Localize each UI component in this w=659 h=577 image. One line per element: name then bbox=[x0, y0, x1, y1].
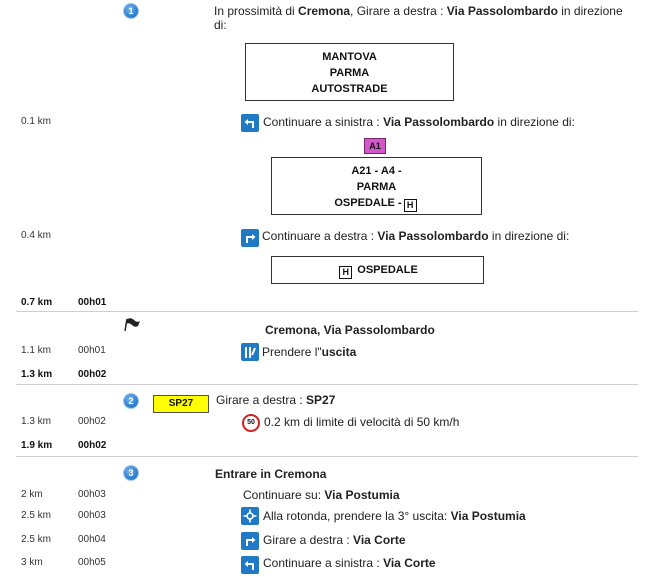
step-number-2: 2 bbox=[124, 394, 138, 408]
subtotal-time: 00h01 bbox=[78, 297, 107, 308]
direction-sign-box bbox=[271, 256, 484, 284]
subtotal-time: 00h02 bbox=[78, 440, 107, 451]
sign-line: MANTOVA bbox=[322, 51, 377, 63]
city-name: Cremona bbox=[298, 4, 351, 18]
instruction-text: Continuare su: bbox=[243, 488, 325, 502]
subtotal-distance: 1.3 km bbox=[21, 369, 53, 380]
row-distance: 0.1 km bbox=[21, 116, 52, 127]
turn-right-icon bbox=[241, 532, 259, 550]
step-3-title: Entrare in Cremona bbox=[215, 467, 327, 481]
sign-line: PARMA bbox=[356, 181, 397, 193]
road-name: Via Corte bbox=[383, 556, 436, 570]
row-time: 00h03 bbox=[78, 510, 106, 521]
instruction-text: in direzione bbox=[557, 4, 623, 18]
road-name: Via Passolombardo bbox=[383, 115, 495, 129]
row-distance: 1.3 km bbox=[21, 416, 52, 427]
sign-text: OSPEDALE bbox=[357, 264, 418, 276]
instruction-text: Continuare a destra : bbox=[262, 229, 378, 243]
row-instruction bbox=[262, 345, 356, 359]
row-instruction bbox=[263, 115, 575, 129]
sign-line: A21 - A4 - bbox=[351, 165, 402, 177]
row-time: 00h04 bbox=[78, 534, 106, 545]
roundabout-icon bbox=[241, 507, 259, 525]
instruction-text: Girare a destra : bbox=[263, 533, 354, 547]
road-name: Via Corte bbox=[353, 533, 406, 547]
turn-left-icon bbox=[241, 556, 259, 574]
road-name: Via Postumia bbox=[450, 509, 526, 523]
instruction-text: In prossimità di bbox=[214, 4, 299, 18]
instruction-text: Continuare a sinistra : bbox=[263, 115, 384, 129]
row-instruction bbox=[263, 556, 436, 570]
instruction-text: in direzione di: bbox=[494, 115, 575, 129]
flag-icon bbox=[124, 318, 142, 335]
subtotal-distance: 0.7 km bbox=[21, 297, 53, 308]
section-divider bbox=[16, 456, 638, 457]
speed-limit-icon: 50 bbox=[242, 414, 260, 432]
instruction-text: Girare a destra : bbox=[216, 393, 307, 407]
row-distance: 2.5 km bbox=[21, 510, 52, 521]
row-time: 00h03 bbox=[78, 489, 106, 500]
row-distance: 0.4 km bbox=[21, 230, 52, 241]
road-name: Via Passolombardo bbox=[446, 4, 558, 18]
instruction-bold: uscita bbox=[321, 345, 357, 359]
row-instruction bbox=[263, 533, 406, 547]
road-shield-sp27: SP27 bbox=[153, 395, 209, 413]
direction-sign-box bbox=[271, 157, 482, 215]
sign-line bbox=[272, 195, 481, 212]
instruction-text: , Girare a destra : bbox=[350, 4, 447, 18]
speed-limit-text: 0.2 km di limite di velocità di 50 km/h bbox=[264, 415, 460, 429]
hospital-icon: H bbox=[404, 199, 417, 212]
row-instruction bbox=[243, 488, 400, 502]
row-time: 00h05 bbox=[78, 557, 106, 568]
hospital-icon: H bbox=[339, 266, 352, 279]
row-instruction bbox=[263, 509, 526, 523]
motorway-shield-a1: A1 bbox=[364, 138, 386, 154]
row-distance: 1.1 km bbox=[21, 345, 52, 356]
instruction-text: Alla rotonda, prendere la 3° uscita: bbox=[263, 509, 451, 523]
direction-sign-box bbox=[245, 43, 454, 101]
row-distance: 2 km bbox=[21, 489, 43, 500]
road-name: SP27 bbox=[306, 393, 336, 407]
step-1-instruction bbox=[214, 4, 623, 18]
step-2-instruction bbox=[216, 393, 335, 407]
sign-line: PARMA bbox=[329, 67, 370, 79]
road-name: Via Passolombardo bbox=[377, 229, 489, 243]
row-distance: 3 km bbox=[21, 557, 43, 568]
instruction-text: Continuare a sinistra : bbox=[263, 556, 384, 570]
sign-text: OSPEDALE - bbox=[334, 197, 402, 209]
row-time: 00h01 bbox=[78, 345, 106, 356]
step-number-3: 3 bbox=[124, 466, 138, 480]
section-divider bbox=[16, 311, 638, 312]
destination-title: Cremona, Via Passolombardo bbox=[265, 323, 435, 337]
turn-left-icon bbox=[241, 114, 259, 132]
turn-right-icon bbox=[241, 229, 259, 247]
sign-line: AUTOSTRADE bbox=[311, 83, 388, 95]
row-time: 00h02 bbox=[78, 416, 106, 427]
subtotal-distance: 1.9 km bbox=[21, 440, 53, 451]
instruction-text: in direzione di: bbox=[488, 229, 570, 243]
step-number-1: 1 bbox=[124, 4, 138, 18]
section-divider bbox=[16, 384, 638, 385]
road-name: Via Postumia bbox=[324, 488, 400, 502]
subtotal-time: 00h02 bbox=[78, 369, 107, 380]
row-instruction bbox=[262, 229, 569, 243]
instruction-text: Prendere l" bbox=[262, 345, 322, 359]
exit-icon bbox=[241, 343, 259, 361]
step-1-instruction-line2: di: bbox=[214, 18, 227, 32]
row-distance: 2.5 km bbox=[21, 534, 52, 545]
